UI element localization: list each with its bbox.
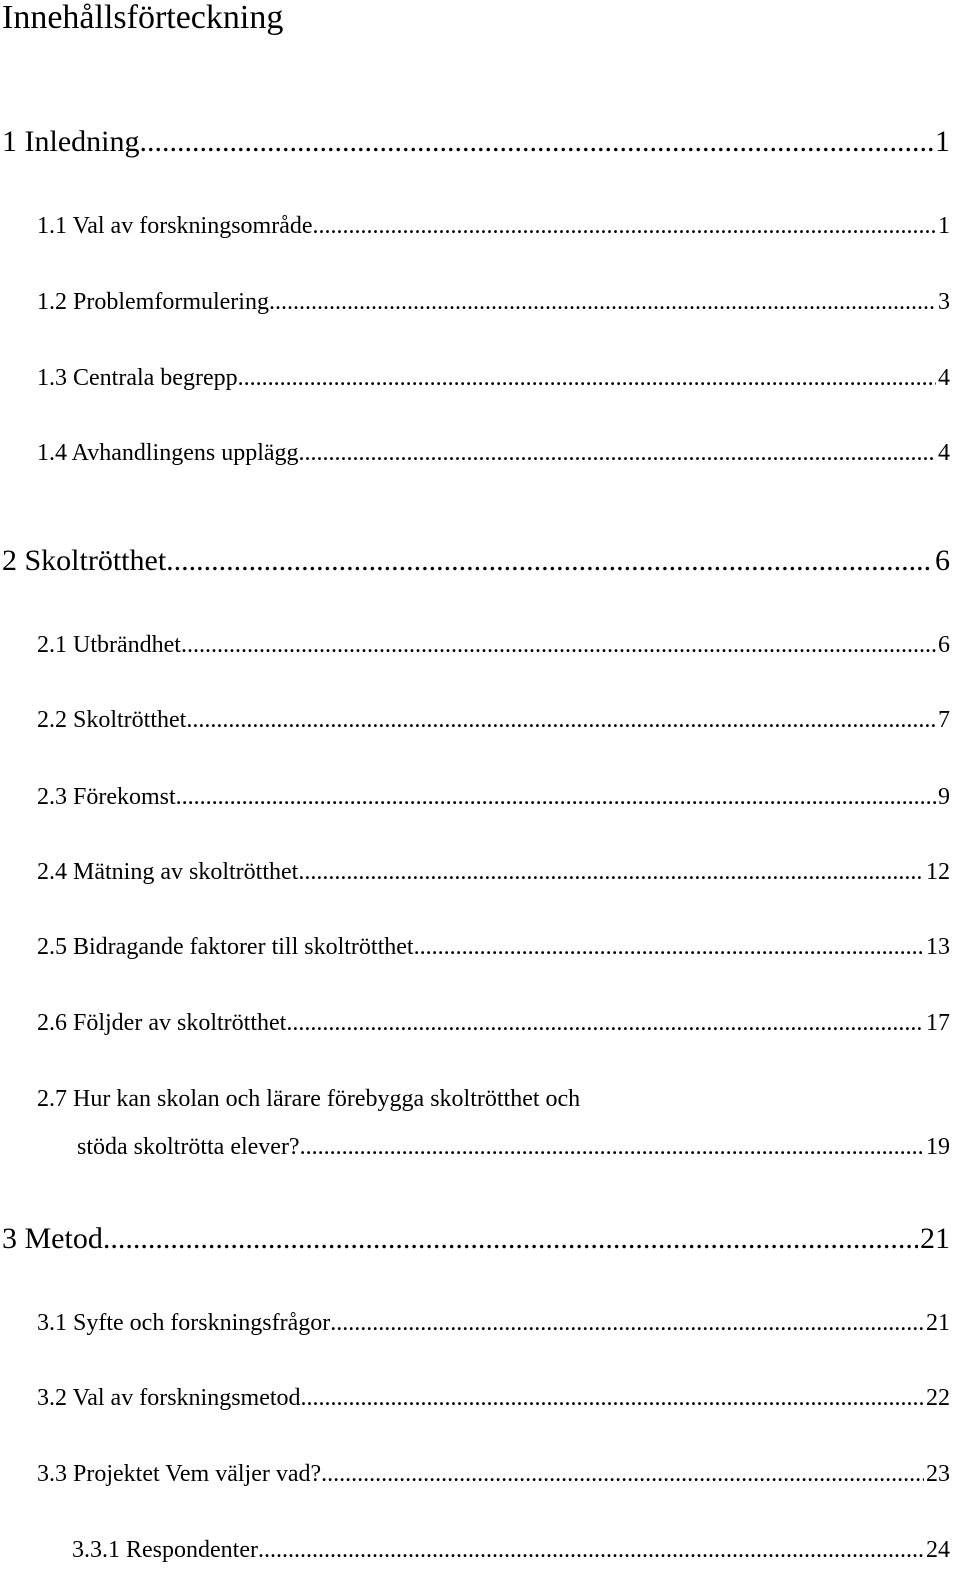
toc-entry-label: 1.2 Problemformulering <box>37 289 269 315</box>
toc-entry-page: 4 <box>938 365 950 391</box>
dot-leader <box>301 1384 924 1412</box>
toc-entry-2-7[interactable] <box>77 1133 950 1161</box>
toc-entry-3-2[interactable] <box>37 1384 950 1412</box>
toc-entry-page: 19 <box>926 1134 950 1160</box>
toc-entry-label: 2.3 Förekomst <box>37 784 176 810</box>
toc-entry-2-1[interactable] <box>37 631 950 659</box>
toc-entry-label: 3 Metod <box>2 1222 103 1255</box>
toc-entry-page: 9 <box>938 784 950 810</box>
dot-leader <box>139 125 933 159</box>
toc-entry-label: stöda skoltrötta elever? <box>77 1134 300 1160</box>
dot-leader <box>176 783 936 811</box>
toc-entry-page: 21 <box>920 1222 950 1255</box>
toc-entry-page: 17 <box>926 1010 950 1036</box>
toc-entry-label: 1.1 Val av forskningsområde <box>37 213 313 239</box>
toc-entry-1-4[interactable] <box>37 439 950 467</box>
toc-entry-label: 3.2 Val av forskningsmetod <box>37 1385 301 1411</box>
toc-entry-label: 2.2 Skoltrötthet <box>37 707 187 733</box>
dot-leader <box>269 288 936 316</box>
dot-leader <box>286 1009 924 1037</box>
toc-entry-2-4[interactable] <box>37 858 950 886</box>
toc-entry-2-5[interactable] <box>37 933 950 961</box>
dot-leader <box>238 364 936 392</box>
toc-entry-page: 1 <box>935 125 950 158</box>
toc-entry-label: 3.3.1 Respondenter <box>72 1537 258 1563</box>
toc-entry-2[interactable] <box>2 544 950 578</box>
toc-entry-page: 6 <box>938 632 950 658</box>
dot-leader <box>321 1460 924 1488</box>
toc-entry-label: 2.6 Följder av skoltrötthet <box>37 1010 287 1036</box>
toc-entry-page: 7 <box>938 707 950 733</box>
toc-entry-page: 13 <box>926 934 950 960</box>
toc-entry-3-1[interactable] <box>37 1309 950 1337</box>
dot-leader <box>298 858 924 886</box>
toc-entry-2-7-line-1[interactable]: 2.7 Hur kan skolan och lärare förebygga skoltrötthet och <box>37 1086 581 1112</box>
toc-entry-page: 6 <box>935 544 950 577</box>
toc-entry-3-3-1[interactable] <box>72 1536 950 1564</box>
dot-leader <box>166 544 933 578</box>
dot-leader <box>103 1222 918 1256</box>
dot-leader <box>299 439 936 467</box>
toc-entry-1-3[interactable] <box>37 364 950 392</box>
toc-entry-label: 2 Skoltrötthet <box>2 544 167 577</box>
toc-entry-page: 24 <box>926 1537 950 1563</box>
toc-entry-page: 21 <box>926 1310 950 1336</box>
dot-leader <box>181 631 936 659</box>
dot-leader <box>300 1133 924 1161</box>
toc-entry-page: 23 <box>926 1461 950 1487</box>
toc-entry-2-6[interactable] <box>37 1009 950 1037</box>
toc-entry-page: 4 <box>938 440 950 466</box>
toc-entry-label: 2.1 Utbrändhet <box>37 632 181 658</box>
toc-entry-3-3[interactable] <box>37 1460 950 1488</box>
toc-entry-page: 12 <box>926 859 950 885</box>
dot-leader <box>258 1536 924 1564</box>
toc-title: Innehållsförteckning <box>2 0 284 36</box>
toc-entry-1-1[interactable] <box>37 212 950 240</box>
toc-entry-page: 1 <box>938 213 950 239</box>
dot-leader <box>186 706 936 734</box>
toc-entry-page: 3 <box>938 289 950 315</box>
dot-leader <box>313 212 936 240</box>
dot-leader <box>414 933 924 961</box>
dot-leader <box>330 1309 924 1337</box>
toc-entry-page: 22 <box>926 1385 950 1411</box>
toc-entry-label: 2.5 Bidragande faktorer till skoltrötthet <box>37 934 414 960</box>
toc-entry-label: 3.3 Projektet Vem väljer vad? <box>37 1461 322 1487</box>
toc-entry-3[interactable] <box>2 1222 950 1256</box>
toc-entry-2-2[interactable] <box>37 706 950 734</box>
toc-entry-label: 1 Inledning <box>2 125 140 158</box>
toc-entry-1-2[interactable] <box>37 288 950 316</box>
toc-entry-label: 1.3 Centrala begrepp <box>37 365 238 391</box>
toc-entry-1[interactable] <box>2 125 950 159</box>
toc-entry-label: 2.4 Mätning av skoltrötthet <box>37 859 299 885</box>
toc-entry-label: 1.4 Avhandlingens upplägg <box>37 440 299 466</box>
toc-entry-2-3[interactable] <box>37 783 950 811</box>
toc-entry-label: 3.1 Syfte och forskningsfrågor <box>37 1310 331 1336</box>
